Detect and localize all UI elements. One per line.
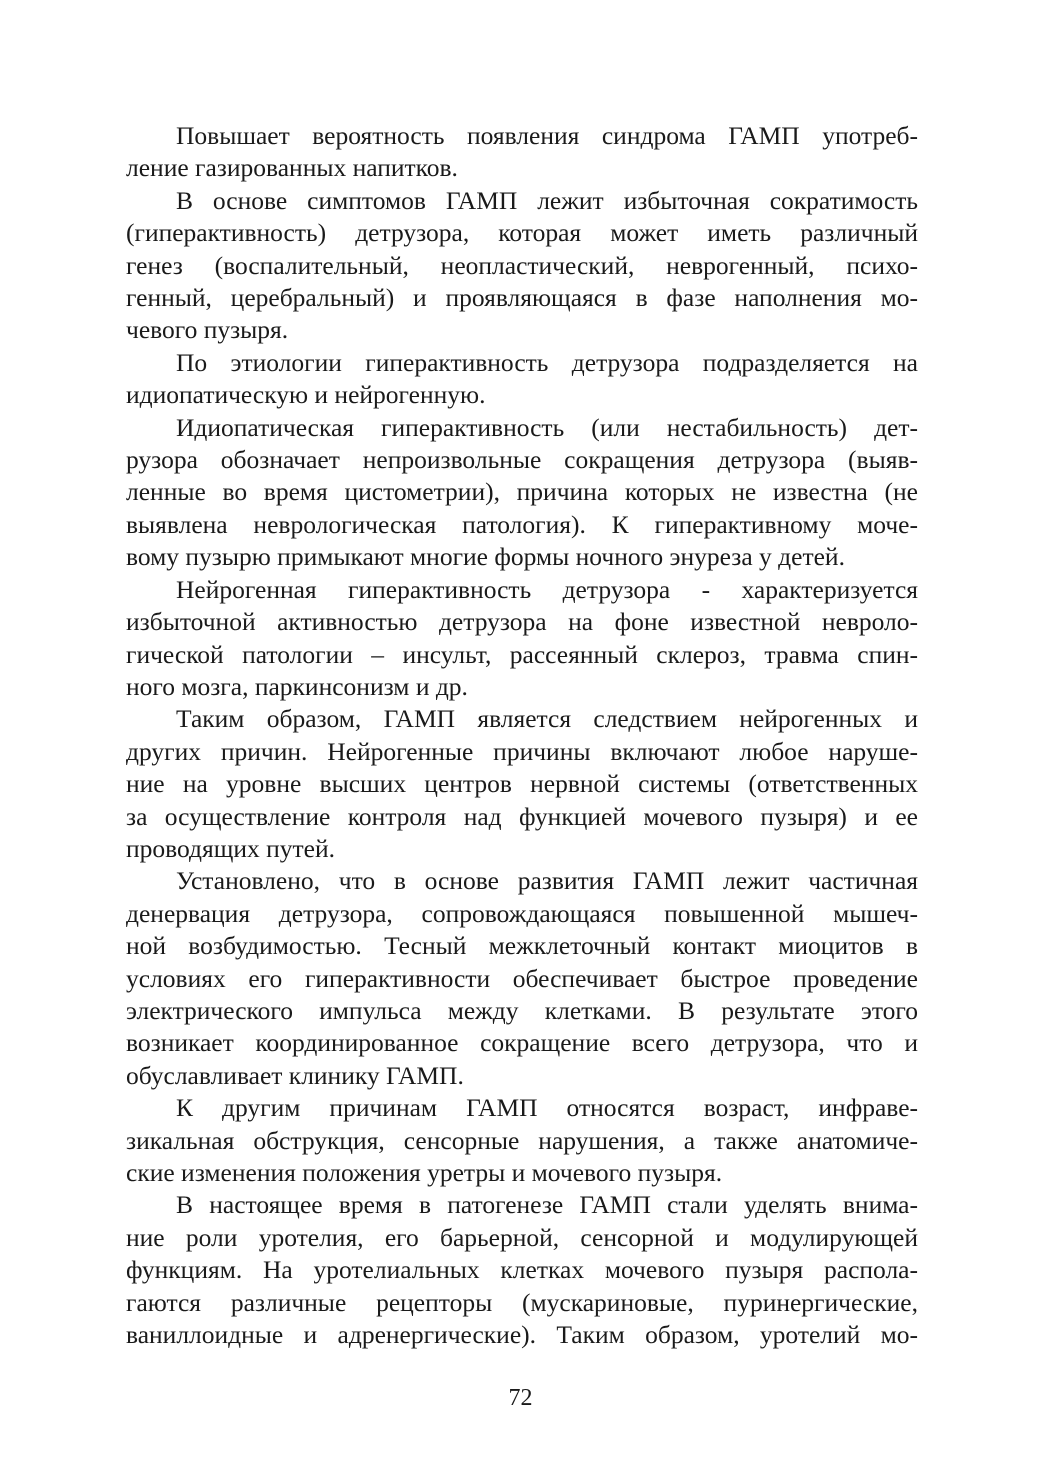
text-line: ские изменения положения уретры и мочевого пузыря.: [126, 1158, 723, 1187]
text-line: Повышает вероятность появления синдрома ГАМП употреб-: [176, 121, 918, 150]
page-number: 72: [508, 1385, 533, 1411]
text-line: выявлена неврологическая патология). К гиперактивному моче-: [126, 509, 918, 539]
text-line: зикальная обструкция, сенсорные нарушения, а также анатомиче-: [126, 1125, 918, 1155]
paragraph: [126, 703, 918, 865]
paragraph: [126, 1092, 918, 1189]
paragraph: [126, 574, 918, 704]
paragraph: [126, 120, 918, 185]
paragraph: [126, 1189, 918, 1351]
paragraph: [126, 412, 918, 574]
text-line: гической патологии – инсульт, рассеянный склероз, травма спин-: [126, 639, 918, 669]
text-line: По этиологии гиперактивность детрузора подразделяется на: [176, 347, 918, 377]
text-line: избыточной активностью детрузора на фоне известной невроло-: [126, 607, 918, 637]
text-line: проводящих путей.: [126, 833, 336, 863]
text-line: условиях его гиперактивности обеспечивает быстрое проведение: [126, 963, 918, 993]
text-line: (гиперактивность) детрузора, которая может иметь различный: [126, 218, 918, 248]
text-line: ление газированных напитков.: [126, 153, 458, 183]
text-line: ного мозга, паркинсонизм и др.: [126, 671, 468, 701]
text-line: функциям. На уротелиальных клетках мочевого пузыря распола-: [126, 1255, 918, 1285]
text-line: ленные во время цистометрии), причина которых не известна (не: [126, 477, 918, 507]
text-line: обуславливает клинику ГАМП.: [126, 1060, 464, 1090]
text-line: ние на уровне высших центров нервной системы (ответственных: [126, 769, 918, 799]
text-line: электрического импульса между клетками. В результате этого: [126, 995, 918, 1025]
paragraph: [126, 185, 918, 347]
body-text: [126, 120, 918, 1351]
text-line: идиопатическую и нейрогенную.: [126, 380, 486, 410]
paragraph: [126, 347, 918, 412]
text-line: гаются различные рецепторы (мускариновые, пуринергические,: [126, 1287, 918, 1317]
text-line: Установлено, что в основе развития ГАМП лежит частичная: [176, 866, 918, 896]
text-line: В настоящее время в патогенезе ГАМП стали уделять внима-: [176, 1190, 918, 1220]
text-line: возникает координированное сокращение всего детрузора, что и: [126, 1028, 918, 1058]
text-line: вому пузырю примыкают многие формы ночного энуреза у детей.: [126, 542, 845, 572]
text-line: рузора обозначает непроизвольные сокращения детрузора (выяв-: [126, 445, 918, 475]
text-line: ваниллоидные и адренергические). Таким образом, уротелий мо-: [126, 1320, 918, 1350]
text-line: за осуществление контроля над функцией мочевого пузыря) и ее: [126, 801, 918, 831]
text-line: Таким образом, ГАМП является следствием нейрогенных и: [176, 704, 918, 734]
text-line: В основе симптомов ГАМП лежит избыточная сократимость: [176, 185, 918, 215]
text-line: К другим причинам ГАМП относятся возраст, инфраве-: [176, 1093, 918, 1123]
text-line: чевого пузыря.: [126, 315, 289, 345]
text-line: Идиопатическая гиперактивность (или нестабильность) дет-: [176, 412, 918, 442]
text-line: ной возбудимостью. Тесный межклеточный контакт миоцитов в: [126, 931, 918, 961]
text-line: Нейрогенная гиперактивность детрузора - характеризуется: [176, 574, 918, 604]
text-line: ние роли уротелия, его барьерной, сенсорной и модулирующей: [126, 1222, 918, 1252]
text-line: генный, церебральный) и проявляющаяся в фазе наполнения мо-: [126, 283, 918, 313]
text-line: других причин. Нейрогенные причины включают любое наруше-: [126, 736, 918, 766]
paragraph: [126, 865, 918, 1092]
text-line: денервация детрузора, сопровождающаяся повышенной мышеч-: [126, 898, 918, 928]
text-line: генез (воспалительный, неопластический, неврогенный, психо-: [126, 250, 918, 280]
